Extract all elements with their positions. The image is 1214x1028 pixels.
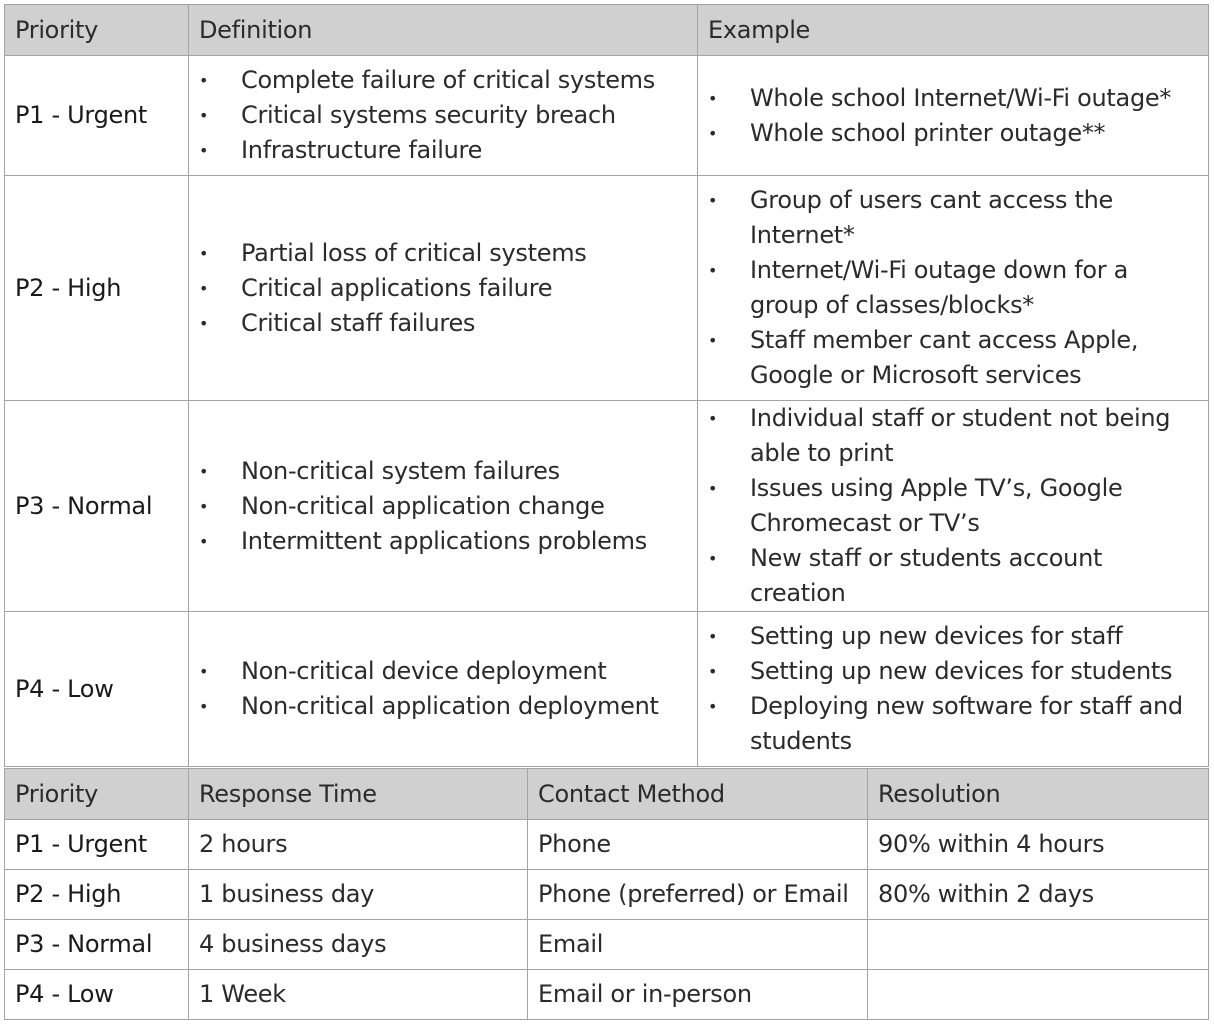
definition-cell xyxy=(189,176,698,401)
list-item: • Group of users cant access the Internet* xyxy=(708,183,1200,253)
table-row xyxy=(5,870,1209,920)
response-time-cell: 2 hours xyxy=(189,820,528,870)
contact-method-cell: Phone (preferred) or Email xyxy=(528,870,868,920)
response-time-cell: 1 Week xyxy=(189,970,528,1020)
example-cell xyxy=(698,401,1209,612)
list-item: • Intermittent applications problems xyxy=(199,524,687,559)
list-item: • Internet/Wi-Fi outage down for a group of classes/blocks* xyxy=(708,253,1200,323)
table-row xyxy=(5,612,1209,767)
list-item: • Non-critical system failures xyxy=(199,454,687,489)
definition-cell xyxy=(189,401,698,612)
list-item: • Complete failure of critical systems xyxy=(199,63,687,98)
response-sla-table xyxy=(4,768,1209,1020)
definition-list xyxy=(199,654,687,724)
list-item: • Individual staff or student not being able to print xyxy=(708,401,1200,471)
definition-list xyxy=(199,236,687,341)
definition-list xyxy=(199,63,687,168)
header-definition: Definition xyxy=(189,5,698,56)
table-row xyxy=(5,820,1209,870)
table-header-row xyxy=(5,5,1209,56)
response-time-cell: 4 business days xyxy=(189,920,528,970)
example-list xyxy=(708,401,1200,611)
list-item: • Infrastructure failure xyxy=(199,133,687,168)
priority-cell: P4 - Low xyxy=(5,612,189,767)
resolution-cell xyxy=(868,920,1209,970)
example-list xyxy=(708,81,1200,151)
table-row xyxy=(5,920,1209,970)
list-item: • Whole school Internet/Wi-Fi outage* xyxy=(708,81,1200,116)
list-item: • Issues using Apple TV’s, Google Chromecast or TV’s xyxy=(708,471,1200,541)
list-item: • Critical systems security breach xyxy=(199,98,687,133)
header-priority: Priority xyxy=(5,5,189,56)
priority-cell: P1 - Urgent xyxy=(5,56,189,176)
priority-cell: P3 - Normal xyxy=(5,920,189,970)
list-item: • Whole school printer outage** xyxy=(708,116,1200,151)
priority-cell: P3 - Normal xyxy=(5,401,189,612)
contact-method-cell: Email xyxy=(528,920,868,970)
header-resolution: Resolution xyxy=(868,769,1209,820)
priority-cell: P2 - High xyxy=(5,176,189,401)
example-list xyxy=(708,619,1200,759)
priority-definitions-table xyxy=(4,4,1209,767)
resolution-cell: 80% within 2 days xyxy=(868,870,1209,920)
list-item: • Non-critical device deployment xyxy=(199,654,687,689)
resolution-cell: 90% within 4 hours xyxy=(868,820,1209,870)
header-example: Example xyxy=(698,5,1209,56)
priority-cell: P1 - Urgent xyxy=(5,820,189,870)
list-item: • Critical applications failure xyxy=(199,271,687,306)
example-list xyxy=(708,183,1200,393)
table-row xyxy=(5,970,1209,1020)
table-row xyxy=(5,176,1209,401)
list-item: • Non-critical application deployment xyxy=(199,689,687,724)
list-item: • Setting up new devices for staff xyxy=(708,619,1200,654)
list-item: • Setting up new devices for students xyxy=(708,654,1200,689)
response-time-cell: 1 business day xyxy=(189,870,528,920)
list-item: • Non-critical application change xyxy=(199,489,687,524)
definition-cell xyxy=(189,612,698,767)
contact-method-cell: Phone xyxy=(528,820,868,870)
table-row xyxy=(5,56,1209,176)
list-item: • Staff member cant access Apple, Google or Microsoft services xyxy=(708,323,1200,393)
list-item: • Partial loss of critical systems xyxy=(199,236,687,271)
header-priority: Priority xyxy=(5,769,189,820)
table-header-row xyxy=(5,769,1209,820)
priority-cell: P2 - High xyxy=(5,870,189,920)
header-contact-method: Contact Method xyxy=(528,769,868,820)
table-row xyxy=(5,401,1209,612)
list-item: • New staff or students account creation xyxy=(708,541,1200,611)
example-cell xyxy=(698,612,1209,767)
header-response-time: Response Time xyxy=(189,769,528,820)
contact-method-cell: Email or in-person xyxy=(528,970,868,1020)
resolution-cell xyxy=(868,970,1209,1020)
list-item: • Deploying new software for staff and students xyxy=(708,689,1200,759)
example-cell xyxy=(698,176,1209,401)
example-cell xyxy=(698,56,1209,176)
definition-cell xyxy=(189,56,698,176)
list-item: • Critical staff failures xyxy=(199,306,687,341)
definition-list xyxy=(199,454,687,559)
priority-cell: P4 - Low xyxy=(5,970,189,1020)
